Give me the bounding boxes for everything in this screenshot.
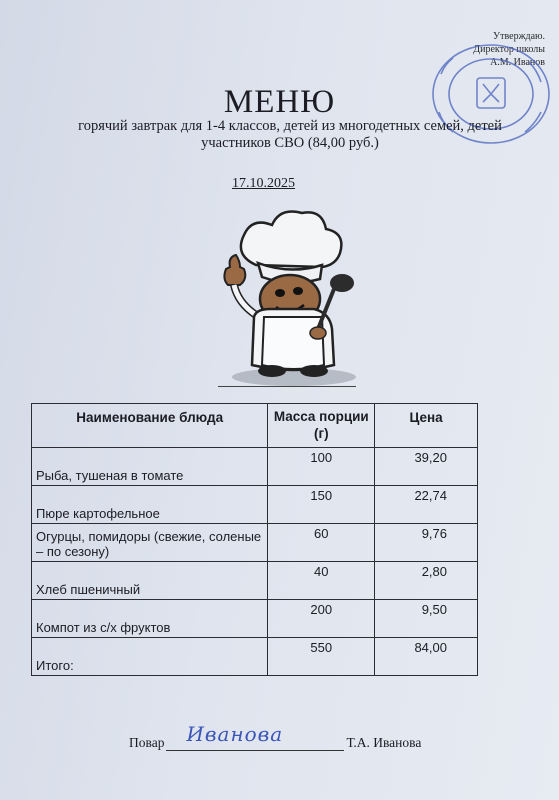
cook-name: Т.А. Иванова bbox=[346, 735, 422, 750]
chef-illustration-icon bbox=[214, 205, 364, 390]
total-mass-cell: 550 bbox=[268, 638, 375, 676]
price-cell: 22,74 bbox=[375, 486, 478, 524]
subtitle-line-2: участников СВО (84,00 руб.) bbox=[201, 135, 379, 151]
cook-signature-block bbox=[129, 722, 422, 751]
mass-cell: 100 bbox=[268, 448, 375, 486]
total-price-cell: 84,00 bbox=[375, 638, 478, 676]
header-price: Цена bbox=[375, 404, 478, 448]
illustration-underline bbox=[218, 386, 356, 387]
table-total-row bbox=[32, 638, 478, 676]
menu-table bbox=[31, 403, 478, 676]
approval-line-3: А.М. Иванов bbox=[490, 57, 545, 68]
table-row bbox=[32, 486, 478, 524]
dish-name-cell: Рыба, тушеная в томате bbox=[32, 448, 268, 486]
dish-name-cell: Хлеб пшеничный bbox=[32, 562, 268, 600]
header-portion-mass: Масса порции (г) bbox=[268, 404, 375, 448]
dish-name-cell: Огурцы, помидоры (свежие, соленые – по сезону) bbox=[32, 524, 268, 562]
price-cell: 9,76 bbox=[375, 524, 478, 562]
dish-name-cell: Компот из с/х фруктов bbox=[32, 600, 268, 638]
cook-label: Повар bbox=[129, 735, 165, 750]
price-cell: 2,80 bbox=[375, 562, 478, 600]
signature-line bbox=[166, 722, 344, 751]
page-subtitle bbox=[40, 118, 540, 152]
mass-cell: 40 bbox=[268, 562, 375, 600]
mass-cell: 200 bbox=[268, 600, 375, 638]
mass-cell: 60 bbox=[268, 524, 375, 562]
menu-date: 17.10.2025 bbox=[232, 176, 295, 191]
table-row bbox=[32, 600, 478, 638]
dish-name-cell: Пюре картофельное bbox=[32, 486, 268, 524]
total-label-cell: Итого: bbox=[32, 638, 268, 676]
table-row bbox=[32, 562, 478, 600]
price-cell: 9,50 bbox=[375, 600, 478, 638]
header-dish-name: Наименование блюда bbox=[32, 404, 268, 448]
approval-line-2: Директор школы bbox=[473, 44, 545, 55]
handwritten-signature: Иванова bbox=[186, 722, 284, 746]
table-header-row bbox=[32, 404, 478, 448]
approval-line-1: Утверждаю. bbox=[493, 31, 545, 42]
table-row bbox=[32, 448, 478, 486]
page-title: МЕНЮ bbox=[223, 84, 336, 120]
mass-cell: 150 bbox=[268, 486, 375, 524]
price-cell: 39,20 bbox=[375, 448, 478, 486]
subtitle-line-1: горячий завтрак для 1-4 классов, детей из многодетных семей, детей bbox=[78, 118, 502, 134]
table-row bbox=[32, 524, 478, 562]
